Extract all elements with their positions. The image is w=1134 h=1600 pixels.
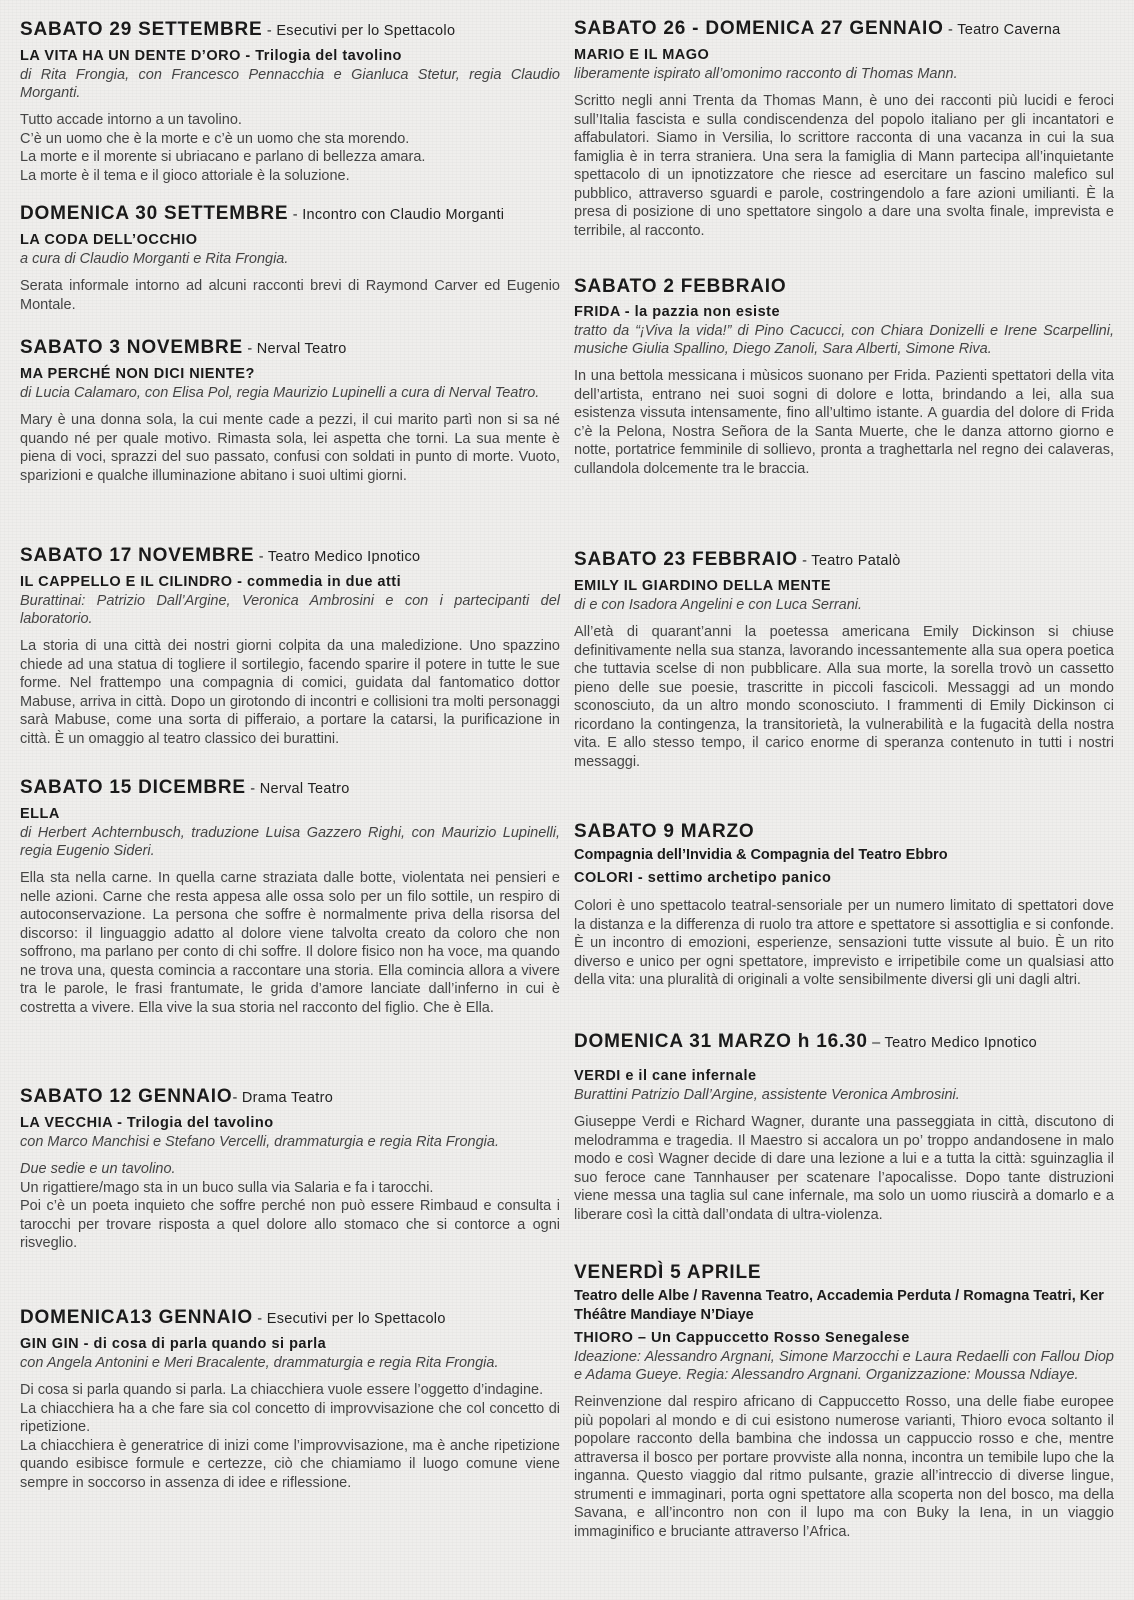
event-block xyxy=(574,548,1114,771)
event-venue: - Esecutivi per lo Spettacolo xyxy=(262,23,456,39)
show-description: All’età di quarant’anni la poetessa americana Emily Dickinson si chiuse definitivamente nella sua stanza, lavorando incessantemente alla sua opera poetica che tuttavia scelse di non pubblicare. Alla sua morte, la sorella trovò un cassetto pieno delle sue poesie, trascritte in piccoli fascicoli. Messaggi ad un mondo sconosciuto, da un altro mondo sconosciuto. I frammenti di Emily Dickinson ci ricordano la contingenza, la transitorietà, la vulnerabilità e la fugacità della nostra vita. E allo stesso tempo, il carico enorme di speranza contenuto in tutti i nostri messaggi. xyxy=(574,624,1114,770)
event-venue: - Incontro con Claudio Morganti xyxy=(288,207,505,223)
show-credits: Burattinai: Patrizio Dall’Argine, Veronica Ambrosini e con i partecipanti del laboratorio. xyxy=(20,593,560,627)
show-title: EMILY IL GIARDINO DELLA MENTE xyxy=(574,578,831,594)
event-block xyxy=(574,17,1114,240)
show-title: ELLA xyxy=(20,806,60,822)
event-date: DOMENICA13 GENNAIO xyxy=(20,1307,253,1328)
event-date: SABATO 29 SETTEMBRE xyxy=(20,19,263,40)
event-header xyxy=(20,18,560,43)
event-block xyxy=(20,544,560,748)
event-block xyxy=(574,1261,1114,1541)
show-title: GIN GIN - di cosa di parla quando si parla xyxy=(20,1336,327,1352)
event-date: SABATO 17 NOVEMBRE xyxy=(20,545,255,566)
show-credits: di Rita Frongia, con Francesco Pennacchia e Gianluca Stetur, regia Claudio Morganti. xyxy=(20,67,560,101)
event-header xyxy=(20,776,560,801)
event-block xyxy=(20,202,560,314)
show-description: La storia di una città dei nostri giorni colpita da una maledizione. Uno spazzino chiede ad una statua di togliere il sortilegio, facendo sparire il potere in tutte le sue forme. Nel frattempo una compagnia di comici, guidata dal fantomatico dottor Mabuse, arriva in città. Dopo un girotondo di incontri e collisioni tra molti personaggi sarà Mabuse, come una sorta di pifferaio, a portare la catarsi, la purificazione in città. È un omaggio al teatro classico dei burattini. xyxy=(20,638,560,747)
show-description: Scritto negli anni Trenta da Thomas Mann, è uno dei racconti più lucidi e feroci sull’Italia fascista e sulla condiscendenza del popolo italiano per gli incantatori e affabulatori. Siamo in Versilia, lo scrittore racconta di una vacanza in cui la sua famiglia è in terra straniera. Una sera la famiglia di Mann partecipa all’inquietante spettacolo di un ipnotizzatore che riesce ad esercitare un fascino malefico sul pubblico, attraverso sguardi e parole, costringendolo a fare azioni umilianti. È la presa di posizione di uno spettatore singolo a dare una svolta finale, imprevista e terribile, al racconto. xyxy=(574,93,1114,239)
event-venue: - Teatro Patalò xyxy=(797,553,901,569)
show-credits: di e con Isadora Angelini e con Luca Serrani. xyxy=(574,597,863,613)
event-date: SABATO 26 - DOMENICA 27 GENNAIO xyxy=(574,18,944,39)
event-header xyxy=(20,202,560,227)
event-date: VENERDÌ 5 APRILE xyxy=(574,1262,762,1283)
event-header xyxy=(20,1306,560,1331)
event-header xyxy=(574,1030,1114,1055)
event-block xyxy=(20,1085,560,1253)
show-title: LA VECCHIA - Trilogia del tavolino xyxy=(20,1115,274,1131)
show-description xyxy=(20,1381,560,1492)
event-header xyxy=(20,336,560,361)
show-description xyxy=(20,1160,560,1253)
event-date: DOMENICA 31 MARZO h 16.30 xyxy=(574,1031,868,1052)
event-header xyxy=(574,17,1114,42)
show-description: In una bettola messicana i mùsicos suonano per Frida. Pazienti spettatori della vita dell’artista, entrano nei suoi sogni di dolore e lotta, brindando a lei, alla sua esistenza vissuta intensamente, fino all’ultimo istante. A guardia del dolore di Frida c’è la Pelona, Nostra Señora de la Santa Muerte, che le danza attorno giorno e notte, portatrice femminile di sollievo, pronta a traghettarla nel regno dei calaveras, cullandola dolcemente tra le braccia. xyxy=(574,368,1114,477)
show-description: Ella sta nella carne. In quella carne straziata dalle botte, violentata nei pensieri e nelle azioni. Carne che resta appesa alle ossa solo per un filo sottile, un respiro di autoconservazione. La persona che soffre è normalmente priva della risorsa del discorso: il linguaggio adatto al dolore viene talvolta creato da coloro che non soffrono, ma parlano per conto di chi soffre. Il dolore fisico non ha voce, ma quando ne trova una, questa comincia a raccontare una storia. Ella comincia allora a vivere tra le parole, le frasi frantumate, le grida d’amore lanciate dall’inferno in cui è costretta a vivere. Ella vive la sua storia nel racconto del figlio. Che è Ella. xyxy=(20,870,560,1016)
show-title: LA CODA DELL’OCCHIO xyxy=(20,232,198,248)
event-block xyxy=(20,336,560,485)
show-credits: di Herbert Achternbusch, traduzione Luisa Gazzero Righi, con Maurizio Lupinelli, regia Eugenio Sideri. xyxy=(20,825,560,859)
show-title: IL CAPPELLO E IL CILINDRO - commedia in due atti xyxy=(20,574,402,590)
show-credits: Ideazione: Alessandro Argnani, Simone Marzocchi e Laura Redaelli con Fallou Diop e Adama Gueye. Regia: Alessandro Argnani. Organizzazione: Moussa Ndiaye. xyxy=(574,1349,1114,1383)
description-line: Poi c’è un poeta inquieto che soffre perché non può essere Rimbaud e consulta i tarocchi per trovare risposta a quel dolore allo stomaco che si contorce a ogni risveglio. xyxy=(20,1198,560,1251)
description-line: La morte è il tema e il gioco attoriale è la soluzione. xyxy=(20,167,350,184)
show-title: COLORI - settimo archetipo panico xyxy=(574,870,832,886)
description-line: La chiacchiera è generatrice di inizi come l’improvvisazione, ma è anche ripetizione quando esibisce formule e certezze, ciò che chiamiamo il luogo comune viene sempre in soccorso in assenza di idee e riflessione. xyxy=(20,1437,560,1491)
show-credits: di Lucia Calamaro, con Elisa Pol, regia Maurizio Lupinelli a cura di Nerval Teatro. xyxy=(20,385,540,401)
event-block xyxy=(574,820,1114,990)
event-date: SABATO 2 FEBBRAIO xyxy=(574,276,787,297)
event-block xyxy=(20,1306,560,1492)
show-description: Reinvenzione dal respiro africano di Cappuccetto Rosso, una delle fiabe europee più popolari al mondo e di cui esistono numerose varianti, Thioro evoca soltanto il popolare racconto della bambina che indossa un cappuccio rosso e che, mentre attraversa il bosco per portare provviste alla nonna, incontra un temibile lupo che la inganna. Questo viaggio dal ritmo pulsante, grazie all’intreccio di diverse lingue, strumenti e immaginari, porta ogni spettatore alla scoperta non del bosco, ma della Savana, e all’incontro non con il lupo ma con Buky la Iena, in un viaggio immaginifico e bruciante attraverso l’Africa. xyxy=(574,1394,1114,1540)
event-header xyxy=(574,275,1114,299)
event-date: SABATO 9 MARZO xyxy=(574,821,755,842)
event-block xyxy=(20,18,560,185)
event-header xyxy=(20,1085,560,1110)
show-description: Serata informale intorno ad alcuni racconti brevi di Raymond Carver ed Eugenio Montale. xyxy=(20,278,560,313)
event-date: SABATO 15 DICEMBRE xyxy=(20,777,246,798)
show-description: Giuseppe Verdi e Richard Wagner, durante una passeggiata in città, discutono di melodramma e tragedia. Il Maestro si accalora un po’ troppo andandosene in malo modo e così Wagner decide di dare una lezione a lui e a tutta la città: sguinzaglia il suo feroce cane Tannhauser per scatenare l’apocalisse. Dopo tante distruzioni viene messa una taglia sul cane infernale, ma solo un uomo riuscirà a domarlo e a liberare così la città dall’ondata di ultra-violenza. xyxy=(574,1114,1114,1223)
show-title: VERDI e il cane infernale xyxy=(574,1068,757,1084)
show-title: FRIDA - la pazzia non esiste xyxy=(574,304,781,320)
event-venue: - Nerval Teatro xyxy=(242,341,347,357)
event-date: DOMENICA 30 SETTEMBRE xyxy=(20,203,289,224)
event-venue: - Teatro Medico Ipnotico xyxy=(254,549,421,565)
show-description: Mary è una donna sola, la cui mente cade a pezzi, il cui marito partì non si sa né quando né per quale motivo. Rimasta sola, lei aspetta che torni. La sua mente è piena di voci, sprazzi del suo passato, confusi con soldati in punto di morte. Vuoto, sparizioni e qualche illuminazione abitano i suoi ultimi giorni. xyxy=(20,412,560,484)
show-credits: Burattini Patrizio Dall’Argine, assistente Veronica Ambrosini. xyxy=(574,1087,960,1103)
show-credits: con Marco Manchisi e Stefano Vercelli, drammaturgia e regia Rita Frongia. xyxy=(20,1134,499,1150)
show-title: MA PERCHÉ NON DICI NIENTE? xyxy=(20,366,255,382)
event-header xyxy=(574,548,1114,573)
event-date: SABATO 12 GENNAIO xyxy=(20,1086,233,1107)
description-line: La morte e il morente si ubriacano e parlano di bellezza amara. xyxy=(20,149,426,165)
event-header xyxy=(574,1261,1114,1285)
description-line: Tutto accade intorno a un tavolino. xyxy=(20,112,242,128)
show-credits: tratto da “¡Viva la vida!” di Pino Cacucci, con Chiara Donizelli e Irene Scarpellini, musiche Giulia Spallino, Diego Zanoli, Sara Alberti, Simone Riva. xyxy=(574,323,1114,357)
event-venue: - Teatro Caverna xyxy=(943,22,1061,38)
show-title: MARIO E IL MAGO xyxy=(574,47,710,63)
event-venue: - Esecutivi per lo Spettacolo xyxy=(252,1311,446,1327)
event-date: SABATO 3 NOVEMBRE xyxy=(20,337,243,358)
show-credits: liberamente ispirato all’omonimo racconto di Thomas Mann. xyxy=(574,66,958,82)
event-venue: – Teatro Medico Ipnotico xyxy=(867,1035,1038,1051)
show-title: THIORO – Un Cappuccetto Rosso Senegalese xyxy=(574,1330,910,1346)
event-block xyxy=(574,275,1114,478)
description-line: Un rigattiere/mago sta in un buco sulla via Salaria e fa i tarocchi. xyxy=(20,1179,434,1196)
description-line: Due sedie e un tavolino. xyxy=(20,1161,176,1177)
event-venue: - Drama Teatro xyxy=(232,1090,334,1106)
show-credits: a cura di Claudio Morganti e Rita Frongia. xyxy=(20,251,289,267)
event-block xyxy=(574,1030,1114,1224)
event-header xyxy=(20,544,560,569)
description-line: Di cosa si parla quando si parla. La chiacchiera vuole essere l’oggetto d’indagine. xyxy=(20,1382,544,1398)
event-block xyxy=(20,776,560,1017)
company-name: Compagnia dell’Invidia & Compagnia del Teatro Ebbro xyxy=(574,847,948,863)
event-header xyxy=(574,820,1114,844)
event-venue: - Nerval Teatro xyxy=(245,781,350,797)
description-line: La chiacchiera ha a che fare sia col concetto di improvvisazione che col concetto di ripetizione. xyxy=(20,1400,560,1435)
description-line: C’è un uomo che è la morte e c’è un uomo che sta morendo. xyxy=(20,130,410,147)
show-description: Colori è uno spettacolo teatral-sensoriale per un numero limitato di spettatori dove la distanza e la differenza di ruolo tra attore e spettatore si assottiglia e si confonde. È un incontro di emozioni, esperienze, sensazioni tutte vissute al buio. È un rito diverso e unico per ogni spettatore, imprevisto e irripetibile come un qualsiasi atto della vita: una pluralità di originali a volte sensibilmente diversi gli uni dagli altri. xyxy=(574,898,1114,988)
event-date: SABATO 23 FEBBRAIO xyxy=(574,549,798,570)
company-name: Teatro delle Albe / Ravenna Teatro, Accademia Perduta / Romagna Teatri, Ker Théâtre Mandiaye N’Diaye xyxy=(574,1288,1104,1323)
show-title: LA VITA HA UN DENTE D’ORO - Trilogia del tavolino xyxy=(20,48,402,64)
show-description xyxy=(20,111,560,185)
show-credits: con Angela Antonini e Meri Bracalente, drammaturgia e regia Rita Frongia. xyxy=(20,1355,499,1371)
